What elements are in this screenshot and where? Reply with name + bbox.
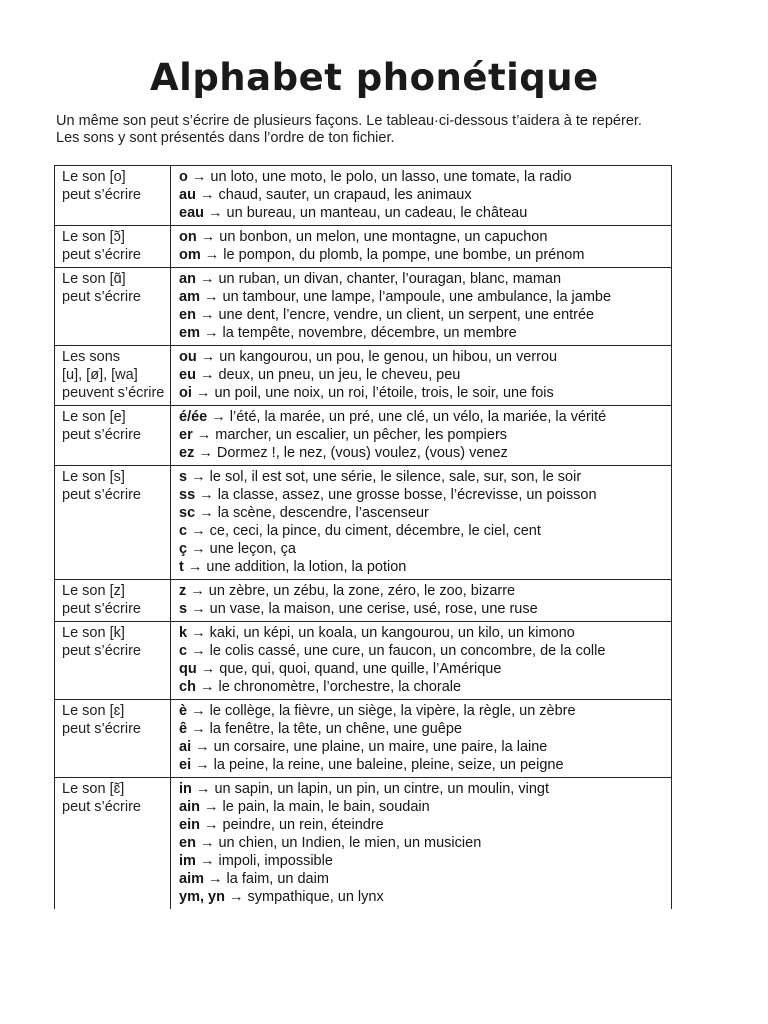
example-words: → la classe, assez, une grosse bosse, l’écrevisse, un poisson (199, 487, 597, 503)
spelling-pattern: ç (179, 541, 188, 557)
spelling-line (179, 204, 671, 222)
spelling-pattern: ain (179, 799, 200, 815)
sound-label-line: peut s’écrire (62, 487, 141, 503)
sound-row (55, 466, 672, 580)
spelling-pattern: ch (179, 679, 196, 695)
spelling-pattern: om (179, 247, 201, 263)
sound-label-cell (55, 700, 171, 778)
spelling-pattern: eau (179, 205, 204, 221)
spelling-pattern: er (179, 427, 193, 443)
spelling-pattern: é/ée (179, 409, 208, 425)
sound-label-line: Le son [k] (62, 625, 125, 641)
example-words: → un chien, un Indien, le mien, un musicien (199, 835, 482, 851)
sound-label-line: peut s’écrire (62, 247, 141, 263)
spelling-pattern: ein (179, 817, 200, 833)
spelling-pattern: au (179, 187, 196, 203)
spelling-line (179, 582, 671, 600)
example-words: → un tambour, une lampe, l’ampoule, une ambulance, la jambe (204, 289, 612, 305)
spelling-examples-cell (171, 346, 672, 406)
sound-label-line: peut s’écrire (62, 601, 141, 617)
spelling-examples-cell (171, 622, 672, 700)
spelling-line (179, 738, 671, 756)
spelling-line (179, 780, 671, 798)
spelling-pattern: im (179, 853, 196, 869)
example-words: → un bonbon, un melon, une montagne, un capuchon (200, 229, 548, 245)
example-words: → le colis cassé, une cure, un faucon, un concombre, de la colle (191, 643, 606, 659)
spelling-examples-cell (171, 778, 672, 910)
spelling-examples-cell (171, 268, 672, 346)
spelling-pattern: s (179, 601, 188, 617)
spelling-pattern: s (179, 469, 188, 485)
spelling-line (179, 870, 671, 888)
spelling-pattern: ez (179, 445, 195, 461)
example-words: → impoli, impossible (199, 853, 333, 869)
example-words: → un poil, une noix, un roi, l’étoile, trois, le soir, une fois (195, 385, 554, 401)
spelling-pattern: em (179, 325, 200, 341)
spelling-pattern: on (179, 229, 197, 245)
example-words: → un sapin, un lapin, un pin, un cintre, un moulin, vingt (195, 781, 549, 797)
sound-label-line: Le son [ɛ̃] (62, 781, 125, 797)
sound-label-line: peut s’écrire (62, 643, 141, 659)
spelling-line (179, 522, 671, 540)
spelling-line (179, 408, 671, 426)
spelling-pattern: t (179, 559, 184, 575)
example-words: → la peine, la reine, une baleine, pleine, seize, un peigne (195, 757, 564, 773)
example-words: → la fenêtre, la tête, un chêne, une guêpe (191, 721, 462, 737)
spelling-line (179, 186, 671, 204)
sound-label-line: Le son [ɔ̃] (62, 229, 125, 245)
spelling-line (179, 444, 671, 462)
example-words: → peindre, un rein, éteindre (203, 817, 384, 833)
spelling-line (179, 642, 671, 660)
example-words: → le sol, il est sot, une série, le silence, sale, sur, son, le soir (191, 469, 582, 485)
sound-label-cell (55, 166, 171, 226)
spelling-line (179, 468, 671, 486)
spelling-line (179, 324, 671, 342)
spelling-pattern: aim (179, 871, 204, 887)
spelling-pattern: ou (179, 349, 197, 365)
spelling-line (179, 288, 671, 306)
sound-label-line: peut s’écrire (62, 289, 141, 305)
sound-label-line: Les sons (62, 349, 121, 365)
example-words: → kaki, un képi, un koala, un kangourou, un kilo, un kimono (191, 625, 575, 641)
spelling-line (179, 558, 671, 576)
spelling-pattern: oi (179, 385, 192, 401)
spelling-pattern: z (179, 583, 187, 599)
sound-label-line: Le son [e] (62, 409, 126, 425)
example-words: → sympathique, un lynx (228, 889, 384, 905)
sound-row (55, 778, 672, 910)
spelling-examples-cell (171, 700, 672, 778)
sound-label-cell (55, 778, 171, 910)
example-words: → le chronomètre, l’orchestre, la chorale (199, 679, 462, 695)
spelling-examples-cell (171, 226, 672, 268)
example-words: → un kangourou, un pou, le genou, un hibou, un verrou (200, 349, 558, 365)
sound-label-cell (55, 622, 171, 700)
sound-label-line: peut s’écrire (62, 799, 141, 815)
spelling-pattern: am (179, 289, 200, 305)
spelling-line (179, 798, 671, 816)
example-words: → l’été, la marée, un pré, une clé, un vélo, la mariée, la vérité (211, 409, 607, 425)
spelling-pattern: an (179, 271, 196, 287)
spelling-line (179, 426, 671, 444)
spelling-pattern: ss (179, 487, 196, 503)
sound-row (55, 406, 672, 466)
sound-label-line: peut s’écrire (62, 721, 141, 737)
spelling-line (179, 720, 671, 738)
spelling-examples-cell (171, 166, 672, 226)
sound-label-cell (55, 226, 171, 268)
sound-label-line: Le son [z] (62, 583, 125, 599)
spelling-pattern: en (179, 835, 196, 851)
spelling-line (179, 888, 671, 906)
spelling-pattern: ym, yn (179, 889, 225, 905)
intro-line: Les sons y sont présentés dans l’ordre de ton fichier. (56, 130, 395, 146)
example-words: → un zèbre, un zébu, la zone, zéro, le zoo, bizarre (190, 583, 516, 599)
sound-row (55, 622, 672, 700)
spelling-pattern: ei (179, 757, 192, 773)
example-words: → le collège, la fièvre, un siège, la vipère, la règle, un zèbre (191, 703, 576, 719)
phonetics-table (54, 165, 672, 909)
sound-row (55, 268, 672, 346)
spelling-pattern: c (179, 643, 188, 659)
sound-label-line: [u], [ø], [wa] (62, 367, 138, 383)
sound-row (55, 346, 672, 406)
page-title: Alphabet phonétique (150, 56, 599, 99)
sound-row (55, 700, 672, 778)
example-words: → le pain, la main, le bain, soudain (203, 799, 430, 815)
spelling-line (179, 678, 671, 696)
spelling-line (179, 624, 671, 642)
spelling-examples-cell (171, 466, 672, 580)
example-words: → marcher, un escalier, un pêcher, les pompiers (196, 427, 508, 443)
sound-label-line: peut s’écrire (62, 187, 141, 203)
example-words: → la faim, un daim (208, 871, 329, 887)
example-words: → la tempête, novembre, décembre, un membre (204, 325, 517, 341)
example-words: → un vase, la maison, une cerise, usé, rose, une ruse (191, 601, 538, 617)
example-words: → un ruban, un divan, chanter, l’ouragan, blanc, maman (199, 271, 562, 287)
example-words: → une addition, la lotion, la potion (187, 559, 407, 575)
example-words: → que, qui, quoi, quand, une quille, l’Amérique (200, 661, 502, 677)
spelling-line (179, 366, 671, 384)
sound-label-line: Le son [o] (62, 169, 126, 185)
spelling-pattern: ai (179, 739, 192, 755)
sound-label-cell (55, 580, 171, 622)
spelling-line (179, 306, 671, 324)
example-words: → une leçon, ça (191, 541, 296, 557)
sound-label-line: peut s’écrire (62, 427, 141, 443)
sound-row (55, 166, 672, 226)
sound-label-cell (55, 466, 171, 580)
spelling-line (179, 228, 671, 246)
sound-label-line: peuvent s’écrire (62, 385, 165, 401)
spelling-examples-cell (171, 580, 672, 622)
example-words: → Dormez !, le nez, (vous) voulez, (vous) venez (198, 445, 508, 461)
spelling-pattern: ê (179, 721, 188, 737)
spelling-pattern: qu (179, 661, 197, 677)
spelling-line (179, 348, 671, 366)
example-words: → un bureau, un manteau, un cadeau, le château (208, 205, 528, 221)
example-words: → deux, un pneu, un jeu, le cheveu, peu (199, 367, 461, 383)
spelling-line (179, 600, 671, 618)
example-words: → un corsaire, une plaine, un maire, une paire, la laine (195, 739, 548, 755)
spelling-pattern: k (179, 625, 188, 641)
sound-label-line: Le son [ɛ] (62, 703, 125, 719)
spelling-pattern: sc (179, 505, 196, 521)
spelling-line (179, 384, 671, 402)
spelling-examples-cell (171, 406, 672, 466)
spelling-pattern: o (179, 169, 188, 185)
spelling-line (179, 540, 671, 558)
spelling-pattern: è (179, 703, 188, 719)
sound-label-line: Le son [s] (62, 469, 125, 485)
sound-label-cell (55, 268, 171, 346)
spelling-line (179, 756, 671, 774)
intro-paragraph (56, 113, 716, 147)
example-words: → un loto, une moto, le polo, un lasso, une tomate, la radio (191, 169, 572, 185)
sound-label-line: Le son [ɑ̃] (62, 271, 126, 287)
example-words: → ce, ceci, la pince, du ciment, décembre, le ciel, cent (191, 523, 541, 539)
spelling-line (179, 270, 671, 288)
spelling-line (179, 852, 671, 870)
sound-label-cell (55, 346, 171, 406)
spelling-line (179, 486, 671, 504)
sound-row (55, 580, 672, 622)
example-words: → la scène, descendre, l’ascenseur (199, 505, 429, 521)
spelling-line (179, 246, 671, 264)
sound-row (55, 226, 672, 268)
spelling-pattern: en (179, 307, 196, 323)
spelling-pattern: c (179, 523, 188, 539)
example-words: → une dent, l’encre, vendre, un client, un serpent, une entrée (199, 307, 595, 323)
spelling-line (179, 702, 671, 720)
spelling-pattern: eu (179, 367, 196, 383)
spelling-line (179, 168, 671, 186)
spelling-line (179, 660, 671, 678)
sound-label-cell (55, 406, 171, 466)
spelling-pattern: in (179, 781, 192, 797)
spelling-line (179, 504, 671, 522)
example-words: → chaud, sauter, un crapaud, les animaux (199, 187, 472, 203)
intro-line: Un même son peut s’écrire de plusieurs façons. Le tableau·ci-dessous t’aidera à te repérer. (56, 113, 642, 129)
spelling-line (179, 834, 671, 852)
example-words: → le pompon, du plomb, la pompe, une bombe, un prénom (204, 247, 585, 263)
spelling-line (179, 816, 671, 834)
